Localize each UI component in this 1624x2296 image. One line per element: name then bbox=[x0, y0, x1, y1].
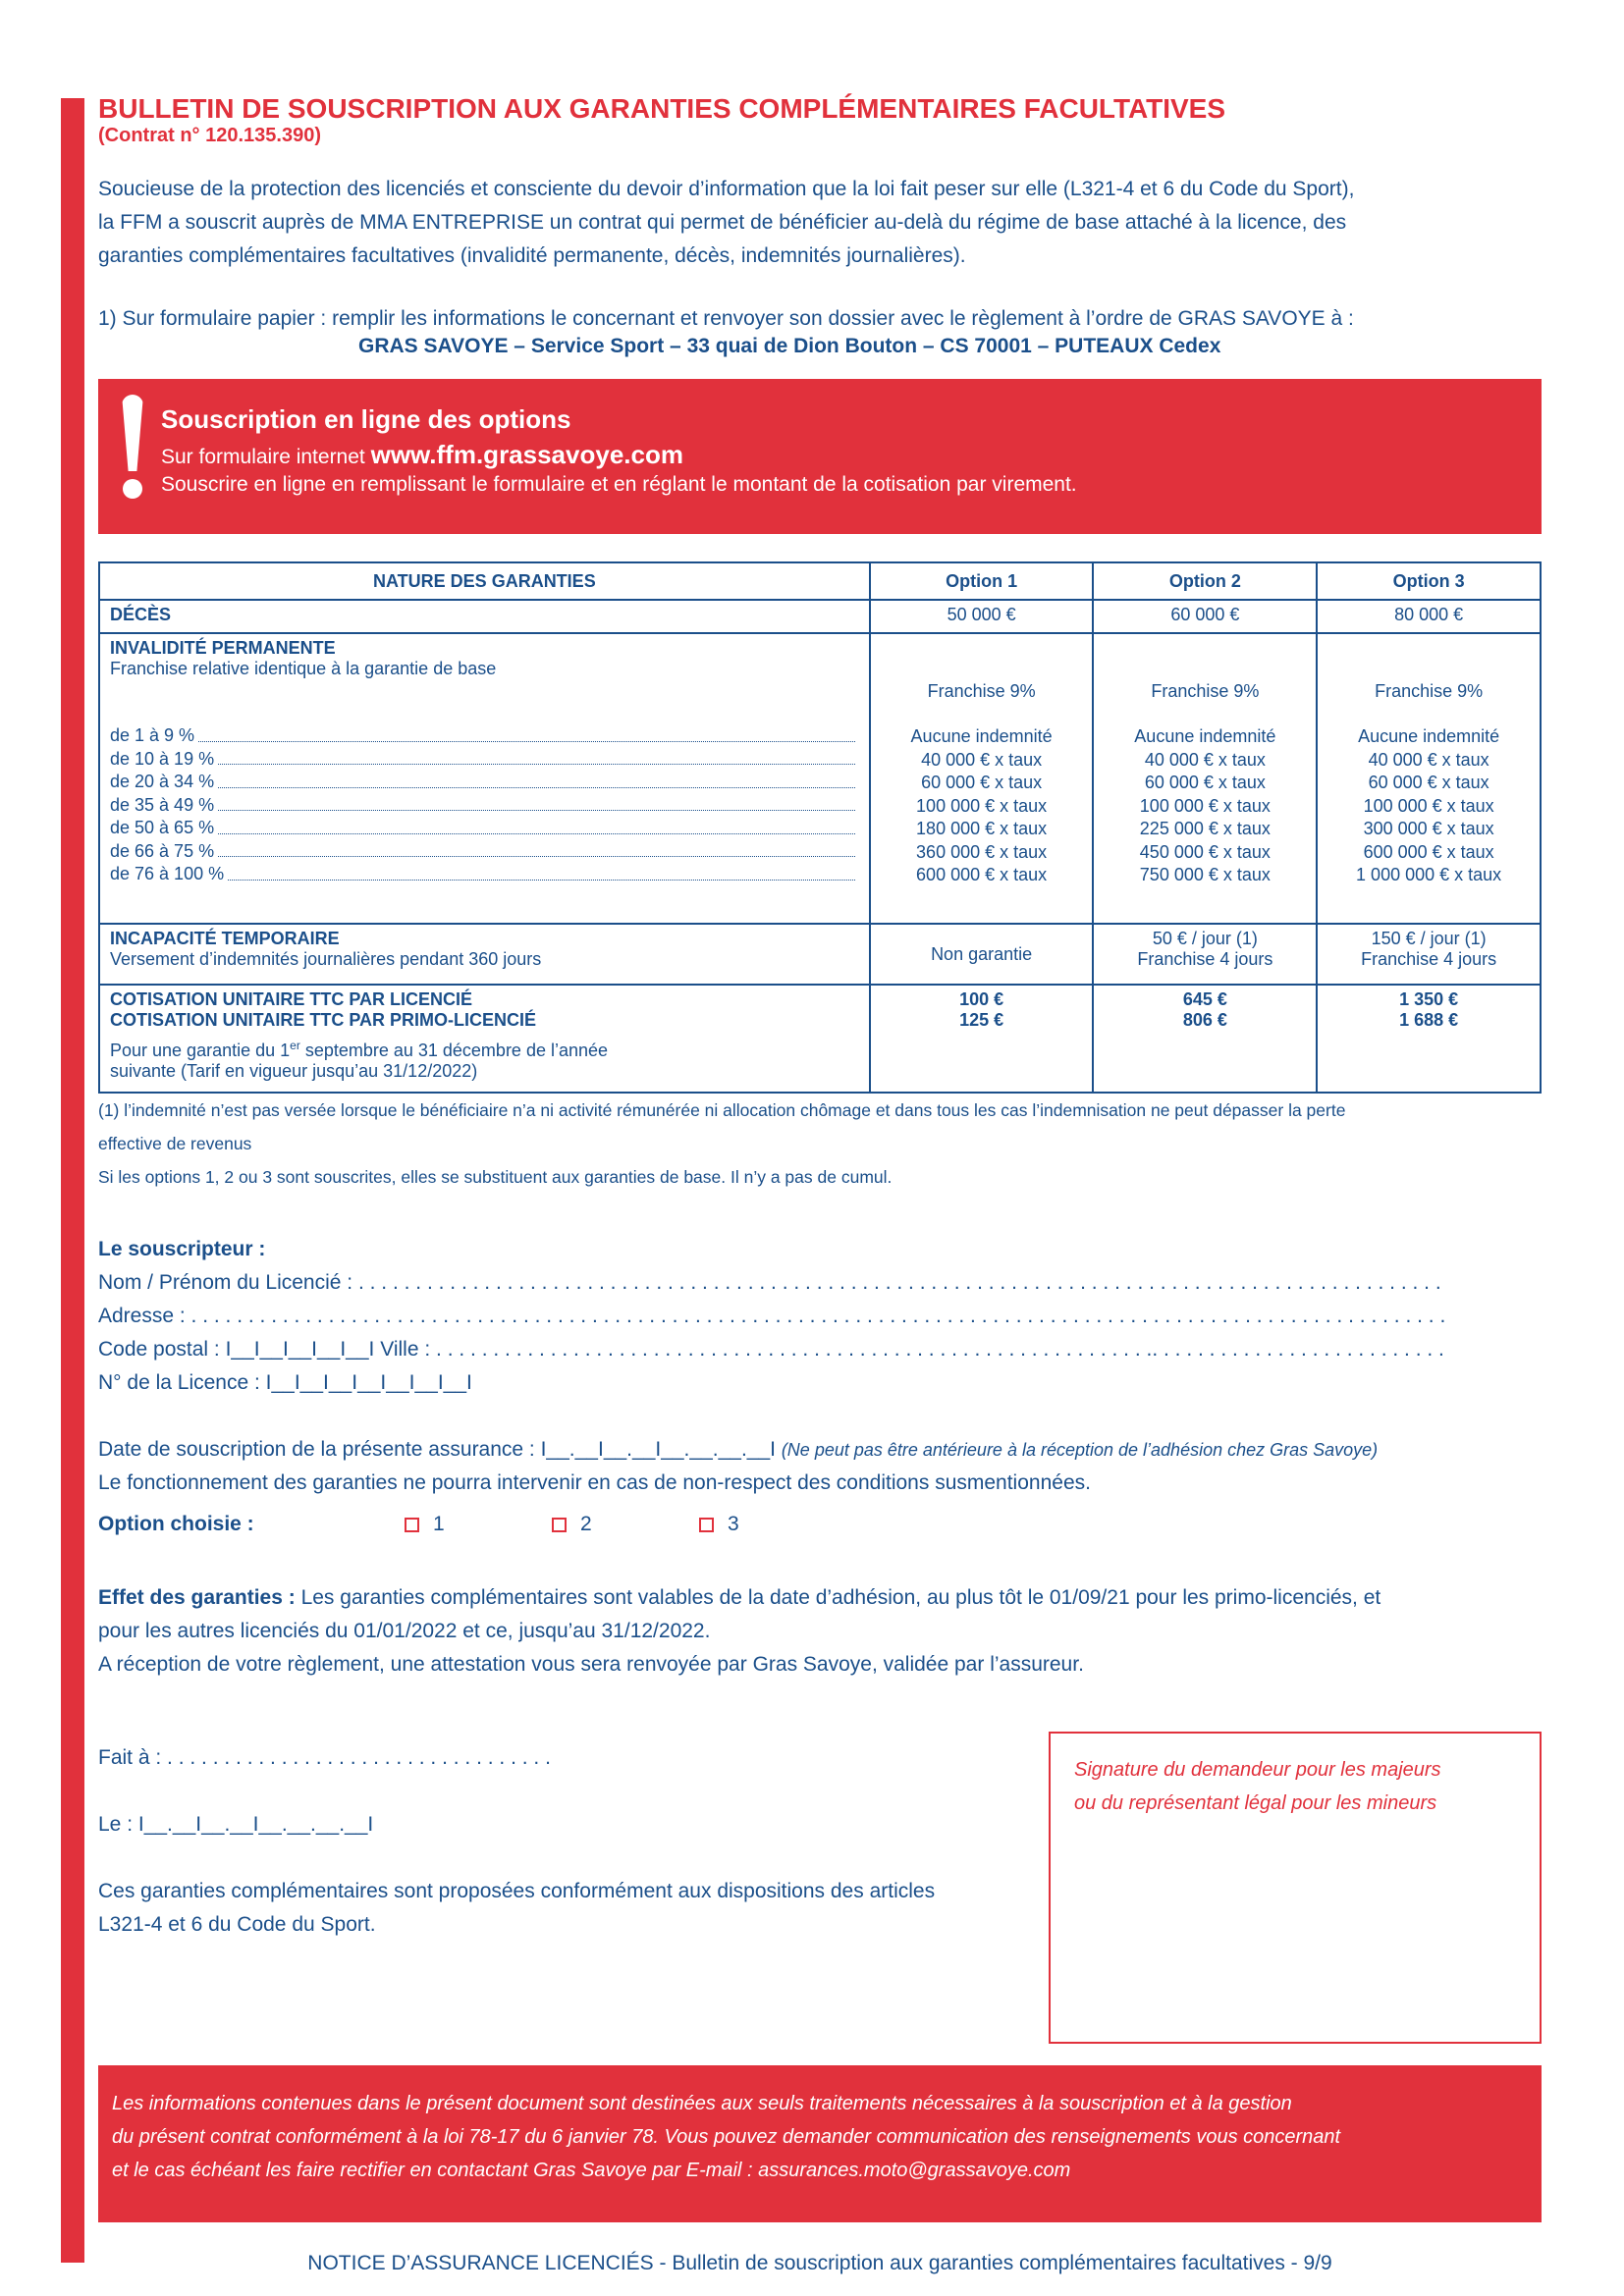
row-sublabel: Versement d’indemnités journalières pendant 360 jours bbox=[110, 949, 542, 969]
date-field[interactable]: Le : I__.__I__.__I__.__.__.__I bbox=[98, 1813, 374, 1836]
list-item: 100 000 € x taux bbox=[916, 795, 1048, 816]
list-item: 180 000 € x taux bbox=[916, 819, 1048, 838]
signature-label: ou du représentant légal pour les mineurs bbox=[1074, 1792, 1437, 1814]
invalidite-option2-cell bbox=[1093, 633, 1317, 924]
table-header: NATURE DES GARANTIES bbox=[99, 562, 870, 600]
date-note: (Ne peut pas être antérieure à la réception de l’adhésion chez Gras Savoye) bbox=[781, 1440, 1379, 1460]
contract-number: (Contrat n° 120.135.390) bbox=[98, 125, 321, 146]
step1-text: 1) Sur formulaire papier : remplir les informations le concernant et renvoyer son dossier avec le règlement à l’ordre de GRAS SAVOYE à : bbox=[98, 307, 1354, 330]
option-3-checkbox[interactable]: 3 bbox=[699, 1513, 846, 1536]
banner-url-line: Sur formulaire internet www.ffm.grassavoye.com bbox=[161, 440, 683, 469]
page-footer: NOTICE D’ASSURANCE LICENCIÉS - Bulletin de souscription aux garanties complémentaires facultatives - 9/9 bbox=[307, 2252, 1332, 2274]
left-red-bar bbox=[61, 98, 84, 2263]
table-cell: 50 € / jour (1) Franchise 4 jours bbox=[1093, 924, 1317, 985]
list-item: 225 000 € x taux bbox=[1139, 819, 1271, 838]
invalidite-label-cell bbox=[99, 633, 870, 924]
list-item: 450 000 € x taux bbox=[1139, 841, 1271, 862]
option2-values bbox=[1104, 725, 1306, 887]
list-item: 40 000 € x taux bbox=[1144, 749, 1266, 770]
table-header: Option 2 bbox=[1093, 562, 1317, 600]
exclamation-icon bbox=[120, 395, 145, 499]
place-field[interactable]: Fait à : . . . . . . . . . . . . . . . . . . . . . . . . . . . . . . . . . . bbox=[98, 1746, 551, 1769]
table-header-row bbox=[99, 562, 1541, 600]
list-item: 40 000 € x taux bbox=[921, 749, 1043, 770]
list-item: 60 000 € x taux bbox=[1368, 773, 1489, 792]
list-item: de 50 à 65 % bbox=[110, 817, 859, 840]
row-label: COTISATION UNITAIRE TTC PAR LICENCIÉ bbox=[110, 989, 472, 1009]
privacy-line: du présent contrat conformément à la loi 78-17 du 6 janvier 78. Vous pouvez demander communication des renseignements vous concernant bbox=[112, 2126, 1341, 2148]
guarantees-table bbox=[98, 561, 1542, 1094]
table-header: Option 3 bbox=[1317, 562, 1541, 600]
option-2-checkbox[interactable]: 2 bbox=[552, 1513, 699, 1536]
franchise-value: Franchise 9% bbox=[1151, 681, 1260, 701]
table-row-deces bbox=[99, 600, 1541, 633]
table-row-invalidite bbox=[99, 633, 1541, 924]
row-label: DÉCÈS bbox=[99, 600, 870, 633]
list-item: 60 000 € x taux bbox=[921, 773, 1043, 792]
list-item: de 35 à 49 % bbox=[110, 794, 859, 818]
invalidite-option3-cell bbox=[1317, 633, 1541, 924]
table-cell: 80 000 € bbox=[1317, 600, 1541, 633]
table-cell: Non garantie bbox=[870, 924, 1094, 985]
table-cell: 150 € / jour (1) Franchise 4 jours bbox=[1317, 924, 1541, 985]
page-title: BULLETIN DE SOUSCRIPTION AUX GARANTIES COMPLÉMENTAIRES FACULTATIVES bbox=[98, 93, 1226, 124]
footnote: (1) l’indemnité n’est pas versée lorsque le bénéficiaire n’a ni activité rémunérée ni allocation chômage et dans tous les cas l’indemnisation ne peut dépasser la perte bbox=[98, 1100, 1346, 1120]
articles-text: L321-4 et 6 du Code du Sport. bbox=[98, 1913, 376, 1936]
subscriber-section bbox=[98, 1233, 1542, 1500]
option-1-checkbox[interactable]: 1 bbox=[405, 1513, 552, 1536]
table-notes bbox=[98, 1094, 1542, 1194]
row-sublabel: Franchise relative identique à la garantie de base bbox=[110, 659, 497, 678]
rate-tiers-list bbox=[110, 724, 859, 886]
list-item: de 66 à 75 % bbox=[110, 840, 859, 864]
subscription-form-page bbox=[98, 93, 1542, 2274]
list-item: 100 000 € x taux bbox=[1139, 795, 1271, 816]
licence-number-field[interactable]: N° de la Licence : I__I__I__I__I__I__I__I bbox=[98, 1371, 472, 1394]
table-header: Option 1 bbox=[870, 562, 1094, 600]
invalidite-option1-cell bbox=[870, 633, 1094, 924]
address-field[interactable]: Adresse : . . . . . . . . . . . . . . . . . . . . . . . . . . . . . . . . . . . . . . . . . . . . . . . . . . . . . . . . . . . . . . . . . . . . . . . . . . . . . . . . . . . . . . . . . . . . . . . . . . . . . . . . . . . . . . bbox=[98, 1305, 1446, 1327]
list-item: 600 000 € x taux bbox=[916, 865, 1048, 884]
table-cell: 50 000 € bbox=[870, 600, 1094, 633]
list-item: Aucune indemnité bbox=[1134, 726, 1276, 746]
place-date-section bbox=[98, 1741, 1021, 1942]
table-cell: 1 350 € 1 688 € bbox=[1317, 985, 1541, 1093]
row-label: COTISATION UNITAIRE TTC PAR PRIMO-LICENCIÉ bbox=[110, 1010, 536, 1030]
intro-line: garanties complémentaires facultatives (invalidité permanente, décès, indemnités journalières). bbox=[98, 244, 966, 267]
effect-line: pour les autres licenciés du 01/01/2022 et ce, jusqu’au 31/12/2022. bbox=[98, 1620, 711, 1642]
signature-box[interactable] bbox=[1049, 1732, 1542, 2044]
effect-label: Effet des garanties : bbox=[98, 1586, 296, 1609]
postal-city-field[interactable]: Code postal : I__I__I__I__I__I Ville : . . . . . . . . . . . . . . . . . . . . . . . . . . . . . . . . . . . . . . . . . . . . . . . . . . . . . . . . . . . . . . .. . . . . . . . . . . . . . . . . . . . . . . . . . bbox=[98, 1338, 1444, 1361]
table-cell: 645 € 806 € bbox=[1093, 985, 1317, 1093]
paper-form-instructions bbox=[98, 305, 1542, 360]
name-field[interactable]: Nom / Prénom du Licencié : . . . . . . . . . . . . . . . . . . . . . . . . . . . . . . . . . . . . . . . . . . . . . . . . . . . . . . . . . . . . . . . . . . . . . . . . . . . . . . . . . . . . . . . . . . . . . . . bbox=[98, 1271, 1441, 1294]
franchise-value: Franchise 9% bbox=[927, 681, 1036, 701]
privacy-line: et le cas échéant les faire rectifier en contactant Gras Savoye par E-mail : assurances.moto@grassavoye.com bbox=[112, 2160, 1071, 2181]
list-item: Aucune indemnité bbox=[910, 726, 1053, 746]
checkbox-icon[interactable] bbox=[552, 1518, 567, 1532]
banner-instructions: Souscrire en ligne en remplissant le formulaire et en réglant le montant de la cotisation par virement. bbox=[161, 473, 1077, 496]
banner-title: Souscription en ligne des options bbox=[161, 404, 571, 434]
effect-line: A réception de votre règlement, une attestation vous sera renvoyée par Gras Savoye, validée par l’assureur. bbox=[98, 1653, 1084, 1676]
list-item: 750 000 € x taux bbox=[1139, 865, 1271, 884]
option1-values bbox=[881, 725, 1083, 887]
intro-line: Soucieuse de la protection des licenciés et consciente du devoir d’information que la loi fait peser sur elle (L321-4 et 6 du Code du Sport), bbox=[98, 178, 1355, 200]
footnote: Si les options 1, 2 ou 3 sont souscrites, elles se substituent aux garanties de base. Il n’y a pas de cumul. bbox=[98, 1167, 893, 1187]
list-item: de 76 à 100 % bbox=[110, 863, 859, 886]
franchise-value: Franchise 9% bbox=[1375, 681, 1484, 701]
list-item: 60 000 € x taux bbox=[1144, 773, 1266, 792]
row-label: INVALIDITÉ PERMANENTE bbox=[110, 638, 336, 658]
checkbox-icon[interactable] bbox=[699, 1518, 714, 1532]
online-subscription-banner bbox=[98, 379, 1542, 534]
list-item: 600 000 € x taux bbox=[1363, 841, 1494, 862]
list-item: 1 000 000 € x taux bbox=[1356, 865, 1502, 884]
option3-values bbox=[1327, 725, 1530, 887]
list-item: 100 000 € x taux bbox=[1363, 795, 1494, 816]
conditions-text: Le fonctionnement des garanties ne pourra intervenir en cas de non-respect des conditions susmentionnées. bbox=[98, 1471, 1091, 1494]
section-heading: Le souscripteur : bbox=[98, 1238, 266, 1260]
row-label: INCAPACITÉ TEMPORAIRE bbox=[110, 929, 340, 948]
incapacite-label-cell bbox=[99, 924, 870, 985]
table-row-cotisation bbox=[99, 985, 1541, 1093]
table-row-incapacite bbox=[99, 924, 1541, 985]
list-item: de 1 à 9 % bbox=[110, 724, 859, 748]
list-item: 360 000 € x taux bbox=[916, 841, 1048, 862]
option-choice bbox=[98, 1513, 846, 1536]
list-item: de 10 à 19 % bbox=[110, 748, 859, 772]
subscription-date-field[interactable]: Date de souscription de la présente assurance : I__.__I__.__I__.__.__.__I (Ne peut pas être antérieure à la réception de l’adhésion chez Gras Savoye) bbox=[98, 1438, 1379, 1461]
mailing-address: GRAS SAVOYE – Service Sport – 33 quai de Dion Bouton – CS 70001 – PUTEAUX Cedex bbox=[358, 335, 1221, 357]
articles-text: Ces garanties complémentaires sont proposées conformément aux dispositions des articles bbox=[98, 1880, 936, 1902]
list-item: Aucune indemnité bbox=[1358, 726, 1500, 746]
cotisation-note: suivante (Tarif en vigueur jusqu’au 31/12/2022) bbox=[110, 1061, 478, 1081]
footnote: effective de revenus bbox=[98, 1134, 252, 1153]
signature-label: Signature du demandeur pour les majeurs bbox=[1074, 1759, 1441, 1781]
checkbox-icon[interactable] bbox=[405, 1518, 419, 1532]
table-cell: 100 € 125 € bbox=[870, 985, 1094, 1093]
option-choice-label: Option choisie : bbox=[98, 1513, 254, 1535]
cotisation-note: Pour une garantie du 1er septembre au 31 décembre de l’année bbox=[110, 1039, 609, 1060]
cotisation-label-cell bbox=[99, 985, 870, 1093]
list-item: de 20 à 34 % bbox=[110, 771, 859, 794]
intro-line: la FFM a souscrit auprès de MMA ENTREPRISE un contrat qui permet de bénéficier au-delà du régime de base attaché à la licence, des bbox=[98, 211, 1347, 234]
list-item: 40 000 € x taux bbox=[1368, 749, 1489, 770]
table-cell: 60 000 € bbox=[1093, 600, 1317, 633]
privacy-line: Les informations contenues dans le présent document sont destinées aux seuls traitements nécessaires à la souscription et à la gestion bbox=[112, 2093, 1292, 2114]
privacy-notice bbox=[98, 2065, 1542, 2222]
website-link[interactable]: www.ffm.grassavoye.com bbox=[370, 440, 683, 469]
intro-paragraph bbox=[98, 173, 1542, 273]
effect-of-guarantees: Effet des garanties : Les garanties complémentaires sont valables de la date d’adhésion, au plus tôt le 01/09/21 pour les primo-licenciés, et pour les autres licenciés du 01/01/2022 et ce, jusqu’au 31/12/2022. A réception de votre règlement, une attestation vous sera renvoyée par Gras Savoye, validée par l’assureur. bbox=[98, 1581, 1542, 1682]
list-item: 300 000 € x taux bbox=[1363, 819, 1494, 838]
